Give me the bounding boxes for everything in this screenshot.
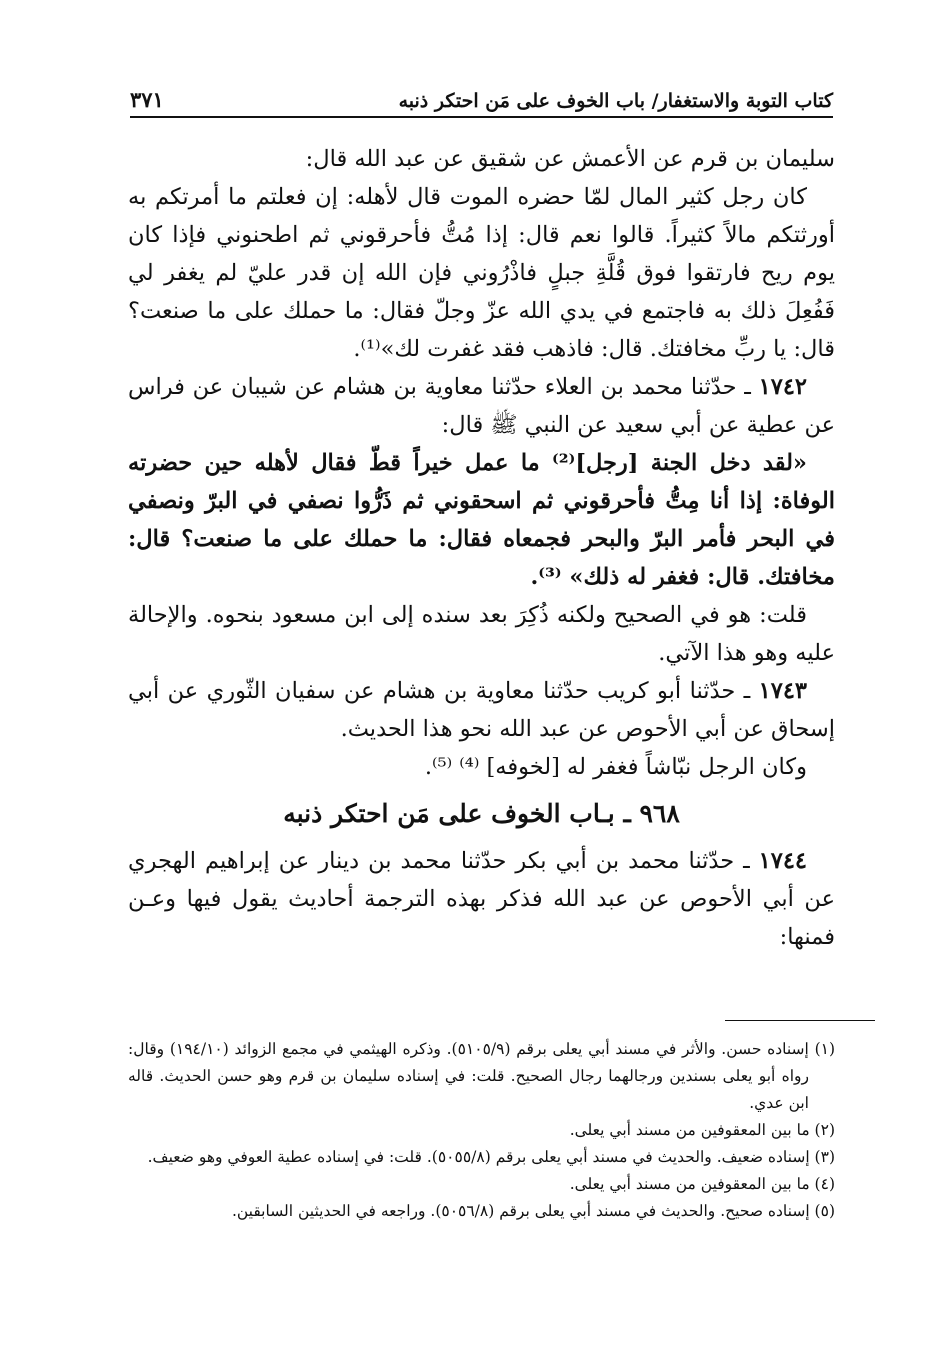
page-number: ٣٧١ — [130, 87, 164, 112]
hadith-isnad: ـ حدّثنا محمد بن العلاء حدّثنا معاوية بن هشام عن شيبان عن فراس عن عطية عن أبي سعيد عن النبي ﷺ قال: — [128, 374, 835, 438]
footnote-5: (٥) إسناده صحيح. والحديث في مسند أبي يعلى برقم (٥٠٥٦/٨). وراجعه في الحديثين السابقين. — [231, 1202, 835, 1220]
footnote-3: (٣) إسناده ضعيف. والحديث في مسند أبي يعلى برقم (٥٠٥٥/٨). قلت: في إسناده عطية العوفي وهو ضعيف. — [147, 1148, 835, 1166]
paragraph-athar: كان رجل كثير المال لمّا حضره الموت قال لأهله: إن فعلتم ما أمرتكم به أورثتكم مالاً كثيراً. قالوا نعم قال: إذا مُتُّ فأحرقوني ثم اطحنوني فإذا كان يوم ريح فارتقوا فوق قُلَّةِ جبلٍ فاذْرُوني فإن الله إن قدر عليّ لم يغفر لي فَفُعِلَ ذلك به فاجتمع في يدي الله عزّ وجلّ فقال: ما حملك على ما صنعت؟ قال: يا ربِّ مخافتك. قال: فاذهب فقد غفرت لك»⁽¹⁾. — [128, 184, 835, 362]
hadith-number: ١٧٤٢ — [758, 374, 808, 400]
hadith-1743 — [128, 672, 835, 748]
hadith-number: ١٧٤٤ — [758, 848, 807, 874]
hadith-text: ـ حدّثنا أبو كريب حدّثنا معاوية بن هشام عن سفيان الثّوري عن أبي إسحاق عن أبي الأحوص عن عبد الله نحو هذا الحديث. — [128, 678, 835, 742]
hadith-text: ـ حدّثنا محمد بن أبي بكر حدّثنا محمد بن دينار عن إبراهيم الهجري عن أبي الأحوص عن عبد الله فذكر بهذه الترجمة أحاديث يقول فيها وعـن فمنها: — [128, 848, 835, 950]
footnotes — [128, 1036, 835, 1225]
hadith-number: ١٧٤٣ — [758, 678, 807, 704]
hadith-1744 — [128, 842, 835, 956]
main-text — [128, 140, 835, 956]
footnote-divider — [725, 1020, 875, 1021]
chapter-heading: ٩٦٨ ـ بـاب الخوف على مَن احتكر ذنبه — [283, 799, 680, 828]
page-header — [130, 82, 833, 118]
footnote-2: (٢) ما بين المعقوفين من مسند أبي يعلى. — [569, 1121, 835, 1139]
hadith-1743-addition: وكان الرجل نبّاشاً فغفر له [لخوفه] ⁽⁴⁾ ⁽⁵⁾. — [424, 754, 807, 780]
hadith-1742 — [128, 368, 835, 444]
running-title: كتاب التوبة والاستغفار/ باب الخوف على مَن احتكر ذنبه — [398, 90, 833, 112]
hadith-1742-matn: «لقد دخل الجنة [رجل]⁽²⁾ ما عمل خيراً قطّ فقال لأهله حين حضرته الوفاة: إذا أنا مِتُّ فأحرقوني ثم اسحقوني ثم ذَرُّوا نصفي في البرّ ونصفي في البحر فأمر البرّ والبحر فجمعاه فقال: ما حملك على ما صنعت؟ قال: مخافتك. قال: فغفر له ذلك» ⁽³⁾. — [128, 450, 835, 590]
author-note: قلت: هو في الصحيح ولكنه ذُكِرَ بعد سنده إلى ابن مسعود بنحوه. والإحالة عليه وهو هذا الآتي. — [128, 602, 835, 666]
footnote-1: (١) إسناده حسن. والأثر في مسند أبي يعلى برقم (٥١٠٥/٩). وذكره الهيثمي في مجمع الزوائد (١٩٤/١٠) وقال: رواه أبو يعلى بسندين ورجالهما رجال الصحيح. قلت: في إسناده سليمان بن قرم وهو حسن الحديث. قاله ابن عدي. — [128, 1040, 836, 1112]
paragraph-isnad-continuation: سليمان بن قرم عن الأعمش عن شقيق عن عبد الله قال: — [305, 146, 835, 172]
footnote-4: (٤) ما بين المعقوفين من مسند أبي يعلى. — [569, 1175, 835, 1193]
